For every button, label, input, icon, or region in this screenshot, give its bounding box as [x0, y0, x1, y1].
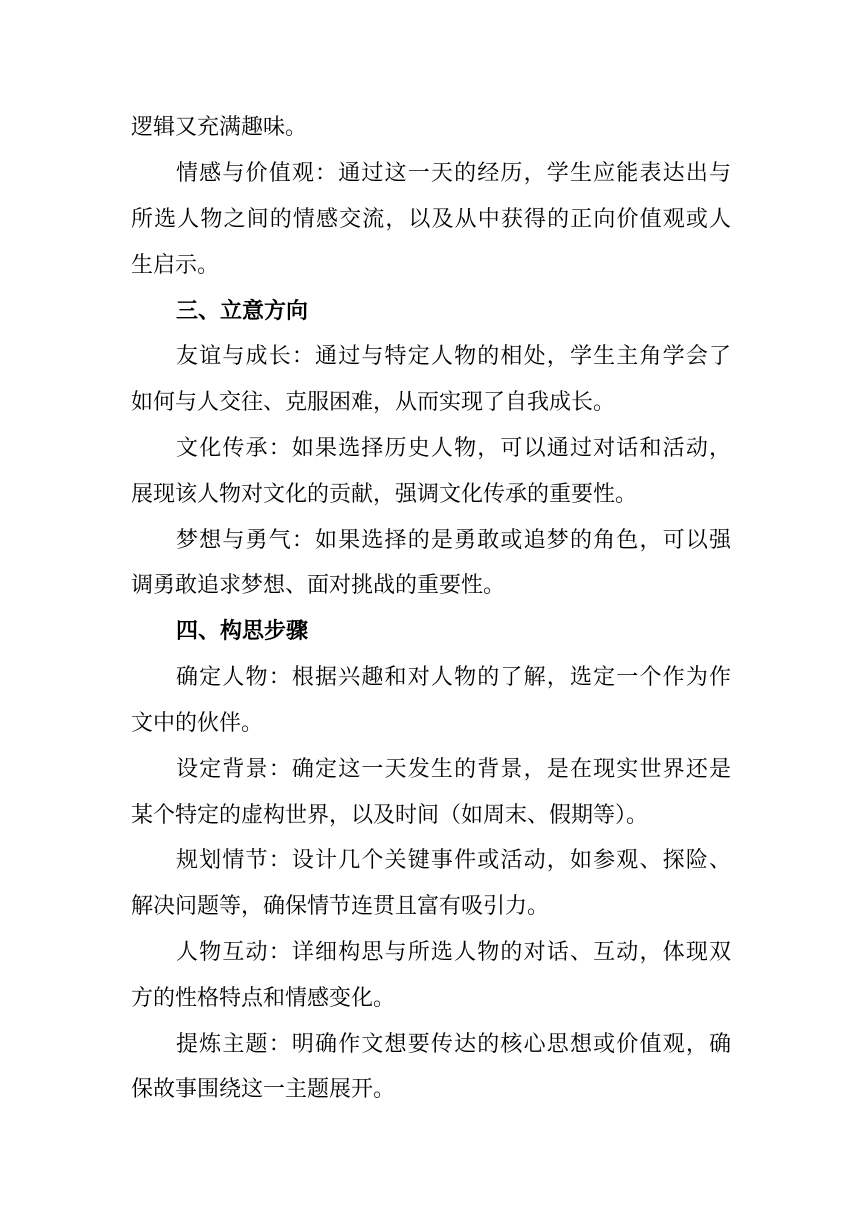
paragraph-line: 提炼主题：明确作文想要传达的核心思想或价值观，确 — [176, 1032, 731, 1057]
paragraph-line: 情感与价值观：通过这一天的经历，学生应能表达出与 — [176, 161, 731, 186]
paragraph-line: 友谊与成长：通过与特定人物的相处，学生主角学会了 — [176, 344, 731, 369]
paragraph-line: 确定人物：根据兴趣和对人物的了解，选定一个作为作 — [176, 665, 731, 690]
paragraph-line: 文化传承：如果选择历史人物，可以通过对话和活动， — [176, 436, 731, 461]
paragraph-line: 调勇敢追求梦想、面对挑战的重要性。 — [131, 573, 506, 598]
paragraph-line: 逻辑又充满趣味。 — [131, 115, 308, 140]
paragraph-line: 规划情节：设计几个关键事件或活动，如参观、探险、 — [176, 848, 731, 873]
paragraph-line: 文中的伙伴。 — [131, 711, 264, 736]
paragraph-line: 生启示。 — [131, 253, 220, 278]
paragraph-line: 某个特定的虚构世界，以及时间（如周末、假期等）。 — [131, 803, 649, 828]
paragraph-line: 解决问题等，确保情节连贯且富有吸引力。 — [131, 894, 550, 919]
paragraph-line: 设定背景：确定这一天发生的背景，是在现实世界还是 — [176, 757, 731, 782]
paragraph-line: 如何与人交往、克服困难，从而实现了自我成长。 — [131, 390, 616, 415]
section-heading: 四、构思步骤 — [176, 619, 309, 644]
paragraph-line: 展现该人物对文化的贡献，强调文化传承的重要性。 — [131, 482, 638, 507]
section-heading: 三、立意方向 — [176, 299, 309, 324]
paragraph-line: 人物互动：详细构思与所选人物的对话、互动，体现双 — [176, 940, 731, 965]
paragraph-line: 保故事围绕这一主题展开。 — [131, 1077, 396, 1102]
paragraph-line: 梦想与勇气：如果选择的是勇敢或追梦的角色，可以强 — [176, 528, 731, 553]
paragraph-line: 所选人物之间的情感交流，以及从中获得的正向价值观或人 — [131, 207, 731, 232]
paragraph-line: 方的性格特点和情感变化。 — [131, 986, 396, 1011]
